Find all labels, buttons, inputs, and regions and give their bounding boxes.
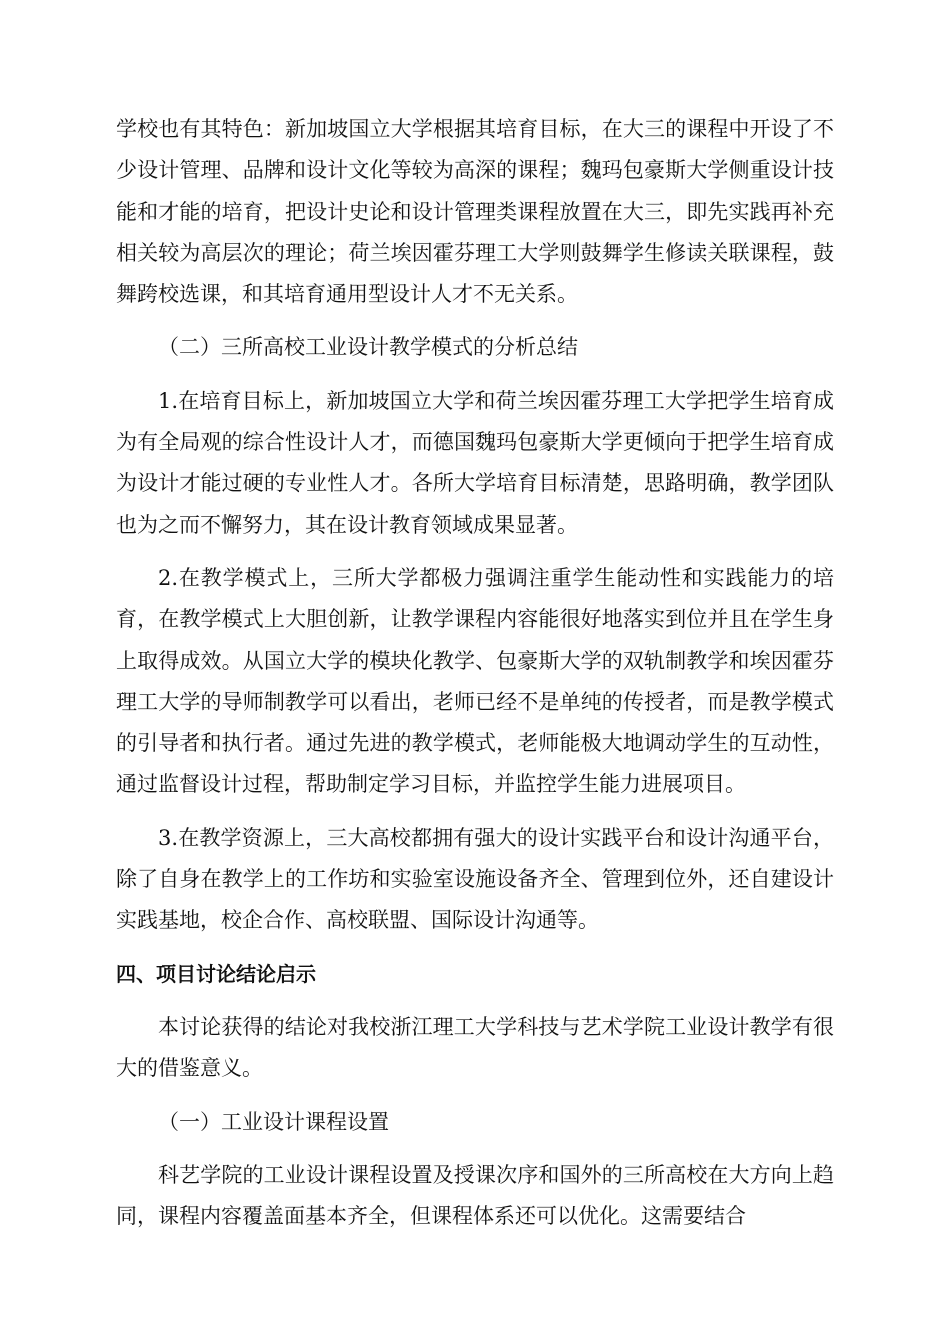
- paragraph-training-goals: 1.在培育目标上，新加坡国立大学和荷兰埃因霍芬理工大学把学生培育成为有全局观的综合性设计人才，而德国魏玛包豪斯大学更倾向于把学生培育成为设计才能过硬的专业性人才。各所大学培育目标清楚，思路明确，教学团队也为之而不懈努力，其在设计教育领域成果显著。: [116, 388, 834, 537]
- paragraph-course-setup: 科艺学院的工业设计课程设置及授课次序和国外的三所高校在大方向上趋同，课程内容覆盖面基本齐全，但课程体系还可以优化。这需要结合: [116, 1162, 834, 1229]
- paragraph-teaching-model: 2.在教学模式上，三所大学都极力强调注重学生能动性和实践能力的培育，在教学模式上大胆创新，让教学课程内容能很好地落实到位并且在学生身上取得成效。从国立大学的模块化教学、包豪斯大学的双轨制教学和埃因霍芬理工大学的导师制教学可以看出，老师已经不是单纯的传授者，而是教学模式的引导者和执行者。通过先进的教学模式，老师能极大地调动学生的互动性，通过监督设计过程，帮助制定学习目标，并监控学生能力进展项目。: [116, 565, 834, 797]
- subheading-teaching-model-summary: （二）三所高校工业设计教学模式的分析总结: [158, 335, 578, 360]
- paragraph-conclusion-intro: 本讨论获得的结论对我校浙江理工大学科技与艺术学院工业设计教学有很大的借鉴意义。: [116, 1014, 834, 1081]
- paragraph-teaching-resources: 3.在教学资源上，三大高校都拥有强大的设计实践平台和设计沟通平台，除了自身在教学上的工作坊和实验室设施设备齐全、管理到位外，还自建设计实践基地，校企合作、高校联盟、国际设计沟通等。: [116, 825, 834, 933]
- subheading-course-setup: （一）工业设计课程设置: [158, 1109, 389, 1134]
- document-page: [116, 109, 834, 1249]
- section-heading-conclusions: 四、项目讨论结论启示: [116, 961, 316, 986]
- paragraph-continuation: 学校也有其特色：新加坡国立大学根据其培育目标，在大三的课程中开设了不少设计管理、品牌和设计文化等较为高深的课程；魏玛包豪斯大学侧重设计技能和才能的培育，把设计史论和设计管理类课程放置在大三，即先实践再补充相关较为高层次的理论；荷兰埃因霍芬理工大学则鼓舞学生修读关联课程，鼓舞跨校选课，和其培育通用型设计人才不无关系。: [116, 117, 834, 307]
